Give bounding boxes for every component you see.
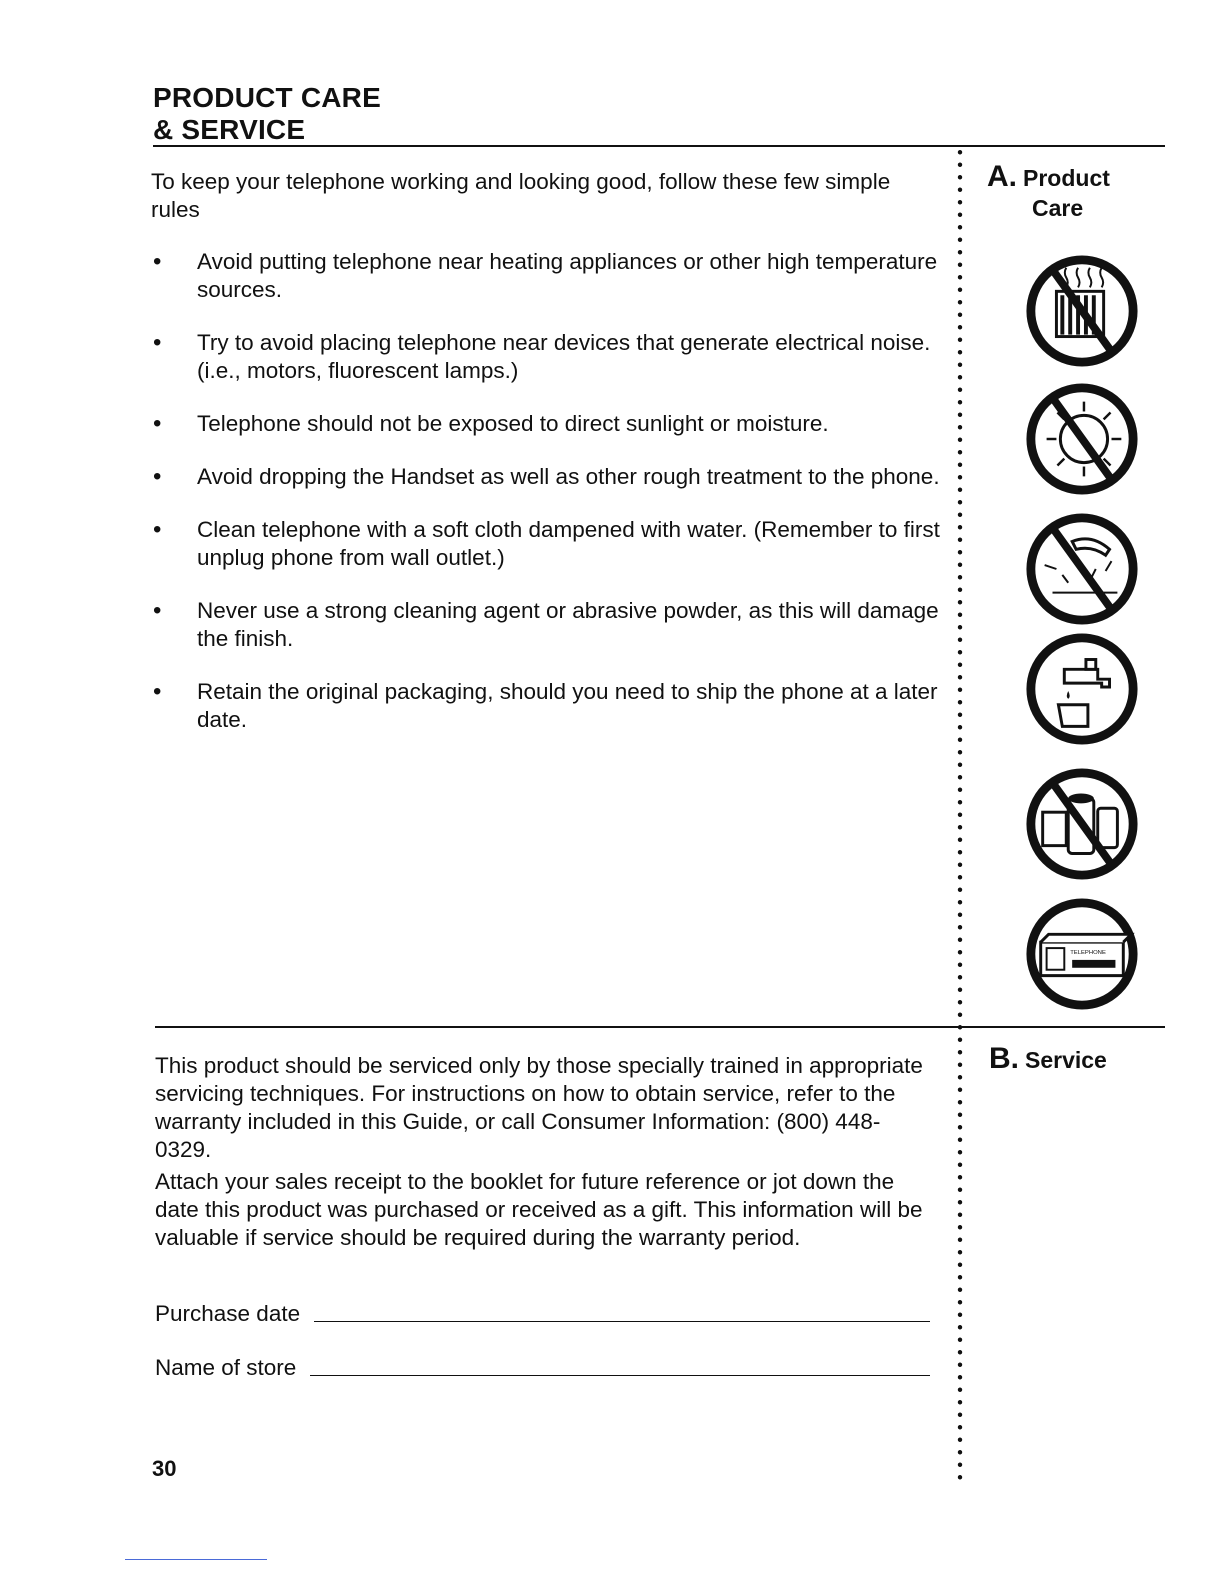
rule-text: Avoid dropping the Handset as well as other rough treatment to the phone. xyxy=(197,464,940,489)
list-item xyxy=(151,410,941,438)
scan-artifact-line xyxy=(125,1559,267,1560)
list-item xyxy=(151,329,941,385)
store-name-line[interactable] xyxy=(310,1374,930,1376)
rule-text: Avoid putting telephone near heating appliances or other high temperature sources. xyxy=(197,249,938,302)
service-paragraph-2: Attach your sales receipt to the booklet for future reference or jot down the date this product was purchased or received as a gift. This information will be valuable if service should be required during the warranty period. xyxy=(155,1169,923,1250)
rule-text: Clean telephone with a soft cloth dampened with water. (Remember to first unplug phone from wall outlet.) xyxy=(197,517,940,570)
intro-paragraph: To keep your telephone working and looking good, follow these few simple rules xyxy=(151,169,891,222)
list-item xyxy=(151,248,941,304)
water-cloth-icon xyxy=(1023,630,1141,748)
list-item xyxy=(151,516,941,572)
section-a-letter: A. xyxy=(987,160,1017,193)
bullet-icon: • xyxy=(153,516,162,543)
list-item xyxy=(151,597,941,653)
no-sunlight-icon xyxy=(1023,380,1141,498)
store-name-field[interactable] xyxy=(155,1352,930,1382)
purchase-date-line[interactable] xyxy=(314,1320,930,1322)
bullet-icon: • xyxy=(153,597,162,624)
bullet-icon: • xyxy=(153,678,162,705)
bullet-icon: • xyxy=(153,410,162,437)
bullet-icon: • xyxy=(153,463,162,490)
service-text xyxy=(155,1052,935,1252)
bullet-icon: • xyxy=(153,329,162,356)
section-b-letter: B. xyxy=(989,1042,1019,1075)
care-rules-list xyxy=(151,248,941,759)
rule-text: Retain the original packaging, should you need to ship the phone at a later date. xyxy=(197,679,938,732)
no-cleaning-agent-icon xyxy=(1023,765,1141,883)
service-paragraph-1: This product should be serviced only by those specially trained in appropriate servicing techniques. For instructions on how to obtain service, refer to the warranty included in this Guide, or call Consumer Information: (800) 448-0329. xyxy=(155,1053,923,1162)
list-item xyxy=(151,463,941,491)
section-divider-rule xyxy=(155,1026,1165,1028)
packaging-box-icon xyxy=(1023,895,1141,1013)
section-a-label-line-1: Product xyxy=(1023,165,1110,191)
purchase-date-field[interactable] xyxy=(155,1298,930,1328)
bullet-icon: • xyxy=(153,248,162,275)
list-item xyxy=(151,678,941,734)
store-name-label: Name of store xyxy=(155,1355,297,1380)
page-title-line-1: PRODUCT CARE xyxy=(153,82,381,113)
box-label: TELEPHONE xyxy=(1070,950,1106,956)
section-b-label-text: Service xyxy=(1025,1047,1107,1073)
section-b-label xyxy=(989,1044,1107,1075)
top-rule xyxy=(153,145,1165,147)
rule-text: Try to avoid placing telephone near devices that generate electrical noise. (i.e., motors, fluorescent lamps.) xyxy=(197,330,931,383)
no-heater-icon xyxy=(1023,252,1141,370)
page-number: 30 xyxy=(152,1456,177,1481)
section-a-label xyxy=(987,162,1110,223)
purchase-date-label: Purchase date xyxy=(155,1301,301,1326)
page-title xyxy=(153,82,381,146)
page-title-line-2: & SERVICE xyxy=(153,114,306,145)
rule-text: Never use a strong cleaning agent or abrasive powder, as this will damage the finish. xyxy=(197,598,939,651)
no-dropping-icon xyxy=(1023,510,1141,628)
dotted-column-divider xyxy=(957,146,963,1486)
section-a-label-line-2: Care xyxy=(1032,195,1084,221)
rule-text: Telephone should not be exposed to direct sunlight or moisture. xyxy=(197,411,829,436)
